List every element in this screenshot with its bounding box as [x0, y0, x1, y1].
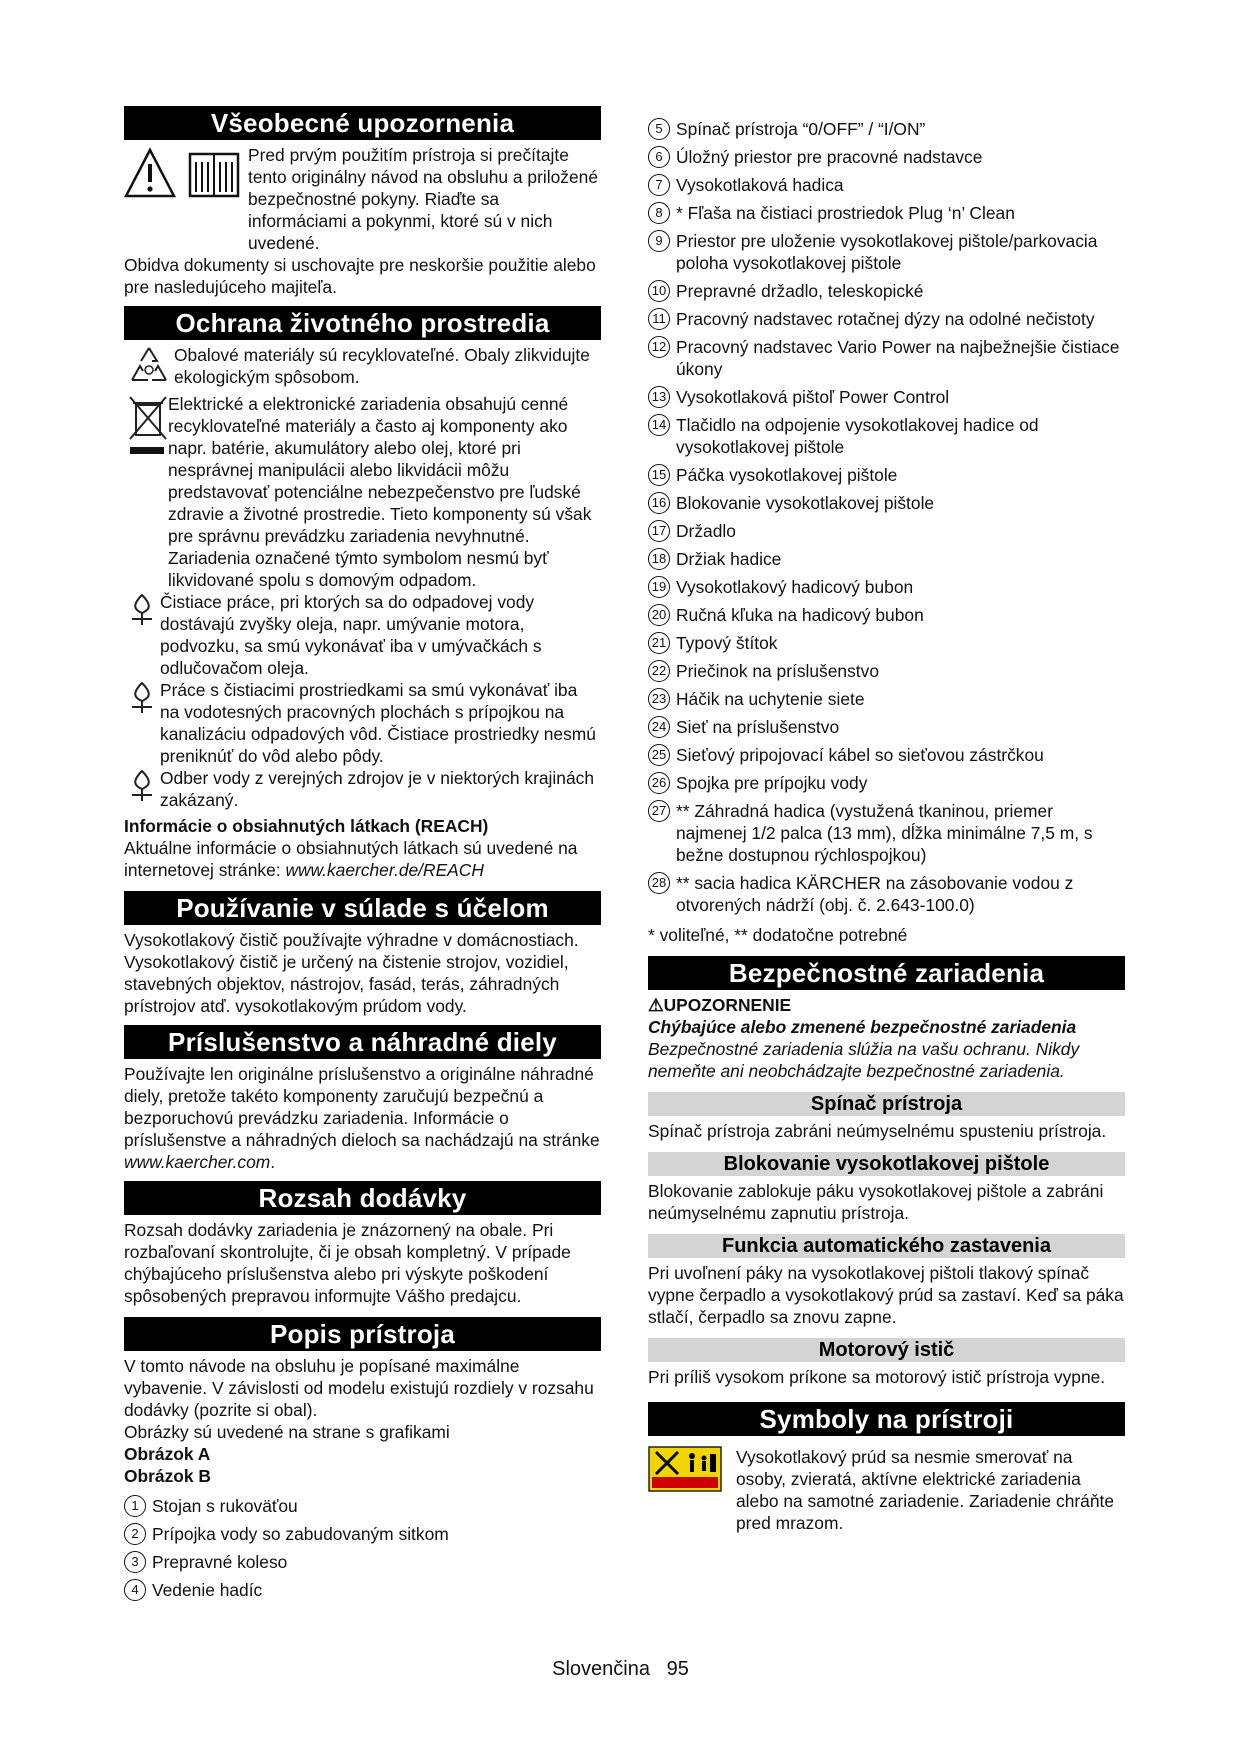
item-number: 26: [648, 772, 670, 794]
crossed-bin-icon: [124, 393, 174, 464]
motor-text: Pri príliš vysokom príkone sa motorový istič prístroja vypne.: [648, 1367, 1106, 1387]
item-text: * Fľaša na čistiaci prostriedok Plug ‘n’ Clean: [676, 203, 1015, 223]
heading-device-description: Popis prístroja: [124, 1317, 601, 1351]
desc-text2: Obrázky sú uvedené na strane s grafikami: [124, 1422, 450, 1442]
item-text: Úložný priestor pre pracovné nadstavce: [676, 147, 983, 167]
switch-text: Spínač prístroja zabráni neúmyselnému spusteniu prístroja.: [648, 1121, 1107, 1141]
reach-text-body: Aktuálne informácie o obsiahnutých látkach sú uvedené na internetovej stránke:: [124, 838, 578, 880]
list-item: [648, 464, 1125, 486]
acc-text-body: Používajte len originálne príslušenstvo a originálne náhradné diely, pretože takéto komponenty zaručujú bezpečnú a bezporuchovú prevádzku zariadenia. Informácie o príslušenstve a náhradných dieloch sa nachádzajú na stránke: [124, 1064, 600, 1150]
list-item: [648, 872, 1125, 916]
acc-text-end: .: [270, 1152, 276, 1172]
page-footer: [0, 1658, 1241, 1681]
item-number: 8: [648, 202, 670, 224]
subheading-gun-lock: Blokovanie vysokotlakovej pištole: [648, 1152, 1125, 1176]
item-text: Priečinok na príslušenstvo: [676, 661, 879, 681]
item-number: 2: [124, 1523, 146, 1545]
device-parts-list-right: [648, 118, 1125, 916]
item-text: Sieť na príslušenstvo: [676, 717, 840, 737]
item-text: Držiak hadice: [676, 549, 782, 569]
page-number: 95: [666, 1658, 689, 1680]
item-number: 17: [648, 520, 670, 542]
footer-language: Slovenčina: [552, 1658, 650, 1680]
list-item: [648, 660, 1125, 682]
item-text: Typový štítok: [676, 633, 778, 653]
list-item: [648, 146, 1125, 168]
auto-text: Pri uvoľnení páky na vysokotlakovej pištoli tlakový spínač vypne čerpadlo a vysokotlakový prúd sa zastaví. Keď sa páka stlačí, čerpadlo sa znovu zapne.: [648, 1263, 1124, 1327]
heading-intended-use: Používanie v súlade s účelom: [124, 891, 601, 925]
env-detergent-block: [124, 679, 601, 767]
item-number: 3: [124, 1551, 146, 1573]
list-item: [124, 1579, 601, 1601]
list-item: [124, 1523, 601, 1545]
list-item: [648, 632, 1125, 654]
item-number: 9: [648, 230, 670, 252]
item-number: 12: [648, 336, 670, 358]
scope-text: Rozsah dodávky zariadenia je znázornený na obale. Pri rozbaľovaní skontrolujte, či je obsah kompletný. V prípade chýbajúceho príslušenstva alebo pri výskyte poškodení spôsobených prepravou informujte Vášho predajcu.: [124, 1220, 571, 1306]
item-number: 24: [648, 716, 670, 738]
item-text: Tlačidlo na odpojenie vysokotlakovej hadice od vysokotlakovej pištole: [676, 415, 1039, 457]
heading-safety-devices: Bezpečnostné zariadenia: [648, 956, 1125, 990]
symbol-text: Vysokotlakový prúd sa nesmie smerovať na osoby, zvieratá, aktívne elektrické zariadenia alebo na samotné zariadenie. Zariadenie chráňte pred mrazom.: [736, 1447, 1115, 1533]
lock-text: Blokovanie zablokuje páku vysokotlakovej pištole a zabráni neúmyselnému zapnutiu prístroja.: [648, 1181, 1104, 1223]
item-number: 20: [648, 604, 670, 626]
heading-scope-of-delivery: Rozsah dodávky: [124, 1181, 601, 1215]
heading-environment: Ochrana životného prostredia: [124, 306, 601, 340]
item-number: 6: [648, 146, 670, 168]
list-item: [124, 1495, 601, 1517]
item-text: Pracovný nadstavec Vario Power na najbežnejšie čistiace úkony: [676, 337, 1120, 379]
item-number: 10: [648, 280, 670, 302]
item-number: 16: [648, 492, 670, 514]
list-item: [648, 386, 1125, 408]
heading-accessories: Príslušenstvo a náhradné diely: [124, 1025, 601, 1059]
item-number: 21: [648, 632, 670, 654]
list-item: [648, 744, 1125, 766]
env-text5: Odber vody z verejných zdrojov je v niektorých krajinách zakázaný.: [160, 768, 594, 810]
list-item: [648, 280, 1125, 302]
item-text: ** sacia hadica KÄRCHER na zásobovanie vodou z otvorených nádrží (obj. č. 2.643-100.0): [676, 873, 1074, 915]
env-text4: Práce s čistiacimi prostriedkami sa smú vykonávať iba na vodotesných pracovných plochách s prípojkou na kanalizáciu odpadových vôd. Čistiace prostriedky nesmú preniknúť do vôd alebo pôdy.: [160, 680, 596, 766]
general-notes-block: [124, 144, 601, 254]
warning-and-manual-icon: [124, 144, 254, 211]
use-text2: Vysokotlakový čistič je určený na čistenie strojov, vozidiel, stavebných objektov, nástrojov, fasád, terás, záhradných prístrojov atď. vysokotlakovým prúdom vody.: [124, 952, 569, 1016]
item-text: Držadlo: [676, 521, 736, 541]
left-column: [124, 106, 601, 1607]
acc-link[interactable]: www.kaercher.com: [124, 1152, 271, 1172]
item-number: 7: [648, 174, 670, 196]
item-text: Spojka pre prípojku vody: [676, 773, 868, 793]
item-text: Ručná kľuka na hadicový bubon: [676, 605, 924, 625]
env-text3: Čistiace práce, pri ktorých sa do odpadovej vody dostávajú zvyšky oleja, napr. umývanie motora, podvozku, sa smú vykonávať iba v umývačkách s odlučovačom oleja.: [160, 592, 542, 678]
optional-note: * voliteľné, ** dodatočne potrebné: [648, 925, 908, 945]
list-item: [648, 800, 1125, 866]
list-item: [648, 230, 1125, 274]
env-text2: Elektrické a elektronické zariadenia obsahujú cenné recyklovateľné materiály a často aj komponenty ako napr. batérie, akumulátory alebo olej, ktoré pri nesprávnej manipulácii alebo likvidácii môžu predstavovať potenciálne nebezpečenstvo pre ľudské zdravie a životné prostredie. Tieto komponenty sú však pre správnu prevádzku zariadenia nevyhnutné. Zariadenia označené týmto symbolom nesmú byť likvidované spolu s domovým odpadom.: [168, 394, 592, 590]
item-number: 27: [648, 800, 670, 822]
env-text1: Obalové materiály sú recyklovateľné. Obaly zlikvidujte ekologickým spôsobom.: [174, 345, 590, 387]
list-item: [648, 688, 1125, 710]
item-number: 19: [648, 576, 670, 598]
warning-label-text: UPOZORNENIE: [663, 995, 792, 1015]
warning-label: [648, 994, 1125, 1016]
item-text: Stojan s rukoväťou: [152, 1496, 298, 1516]
water-protection-icon: [124, 767, 160, 808]
water-protection-icon: [124, 591, 160, 632]
list-item: [648, 202, 1125, 224]
list-item: [648, 174, 1125, 196]
env-water-block: [124, 767, 601, 811]
item-number: 25: [648, 744, 670, 766]
item-number: 11: [648, 308, 670, 330]
reach-title: Informácie o obsiahnutých látkach (REACH): [124, 816, 489, 836]
item-number: 22: [648, 660, 670, 682]
list-item: [648, 492, 1125, 514]
item-text: Vysokotlaková hadica: [676, 175, 844, 195]
item-text: Prepravné koleso: [152, 1552, 288, 1572]
subheading-device-switch: Spínač prístroja: [648, 1092, 1125, 1116]
item-text: Prepravné držadlo, teleskopické: [676, 281, 924, 301]
list-item: [648, 772, 1125, 794]
item-text: Vedenie hadíc: [152, 1580, 263, 1600]
recycle-icon: [124, 344, 174, 393]
item-text: Vysokotlakový hadicový bubon: [676, 577, 914, 597]
subheading-auto-stop: Funkcia automatického zastavenia: [648, 1234, 1125, 1258]
item-number: 28: [648, 872, 670, 894]
warning-title: Chýbajúce alebo zmenené bezpečnostné zariadenia: [648, 1017, 1077, 1037]
list-item: [648, 520, 1125, 542]
item-number: 23: [648, 688, 670, 710]
reach-text: [124, 837, 601, 881]
list-item: [648, 414, 1125, 458]
env-oil-block: [124, 591, 601, 679]
item-text: Sieťový pripojovací kábel so sieťovou zástrčkou: [676, 745, 1044, 765]
symbol-block: [648, 1446, 1125, 1534]
heading-general-notes: Všeobecné upozornenia: [124, 106, 601, 140]
desc-text1: V tomto návode na obsluhu je popísané maximálne vybavenie. V závislosti od modelu existujú rozdiely v rozsahu dodávky (pozrite si obal).: [124, 1356, 594, 1420]
list-item: [648, 308, 1125, 330]
water-protection-icon: [124, 679, 160, 720]
list-item: [124, 1551, 601, 1573]
item-number: 5: [648, 118, 670, 140]
env-weee-block: [124, 393, 601, 591]
general-notes-text2: Obidva dokumenty si uschovajte pre neskoršie použitie alebo pre nasledujúceho majiteľa.: [124, 255, 596, 297]
heading-device-symbols: Symboly na prístroji: [648, 1402, 1125, 1436]
acc-text: [124, 1063, 601, 1173]
right-column: [648, 118, 1125, 1534]
list-item: [648, 604, 1125, 626]
item-text: Spínač prístroja “0/OFF” / “I/ON”: [676, 119, 926, 139]
list-item: [648, 336, 1125, 380]
list-item: [648, 118, 1125, 140]
warning-triangle-icon: ⚠: [648, 995, 664, 1015]
list-item: [648, 576, 1125, 598]
item-text: Prípojka vody so zabudovaným sitkom: [152, 1524, 449, 1544]
item-number: 18: [648, 548, 670, 570]
item-number: 1: [124, 1495, 146, 1517]
subheading-motor-breaker: Motorový istič: [648, 1338, 1125, 1362]
reach-link[interactable]: www.kaercher.de/REACH: [285, 860, 484, 880]
item-number: 15: [648, 464, 670, 486]
item-text: Háčik na uchytenie siete: [676, 689, 865, 709]
general-notes-text: Pred prvým použitím prístroja si prečítajte tento originálny návod na obsluhu a priložené bezpečnostné pokyny. Riaďte sa informáciami a pokynmi, ktoré sú v nich uvedené.: [248, 145, 598, 253]
item-number: 14: [648, 414, 670, 436]
item-text: Blokovanie vysokotlakovej pištole: [676, 493, 935, 513]
jet-warning-frost-icon: [648, 1446, 722, 1497]
env-recycle-block: [124, 344, 601, 393]
item-text: Vysokotlaková pištoľ Power Control: [676, 387, 950, 407]
item-number: 4: [124, 1579, 146, 1601]
item-text: ** Záhradná hadica (vystužená tkaninou, priemer najmenej 1/2 palca (13 mm), dĺžka minimálne 7,5 m, s bežne dostupnou rýchlospojkou): [676, 801, 1093, 865]
item-text: Páčka vysokotlakovej pištole: [676, 465, 898, 485]
list-item: [648, 716, 1125, 738]
item-text: Pracovný nadstavec rotačnej dýzy na odolné nečistoty: [676, 309, 1095, 329]
figure-b-label: Obrázok B: [124, 1466, 211, 1486]
item-number: 13: [648, 386, 670, 408]
item-text: Priestor pre uloženie vysokotlakovej pištole/parkovacia poloha vysokotlakovej pištole: [676, 231, 1098, 273]
use-text1: Vysokotlakový čistič používajte výhradne v domácnostiach.: [124, 930, 579, 950]
list-item: [648, 548, 1125, 570]
figure-a-label: Obrázok A: [124, 1444, 211, 1464]
warning-text: Bezpečnostné zariadenia slúžia na vašu ochranu. Nikdy nemeňte ani neobchádzajte bezpečnostné zariadenia.: [648, 1039, 1080, 1081]
device-parts-list-left: [124, 1495, 601, 1601]
